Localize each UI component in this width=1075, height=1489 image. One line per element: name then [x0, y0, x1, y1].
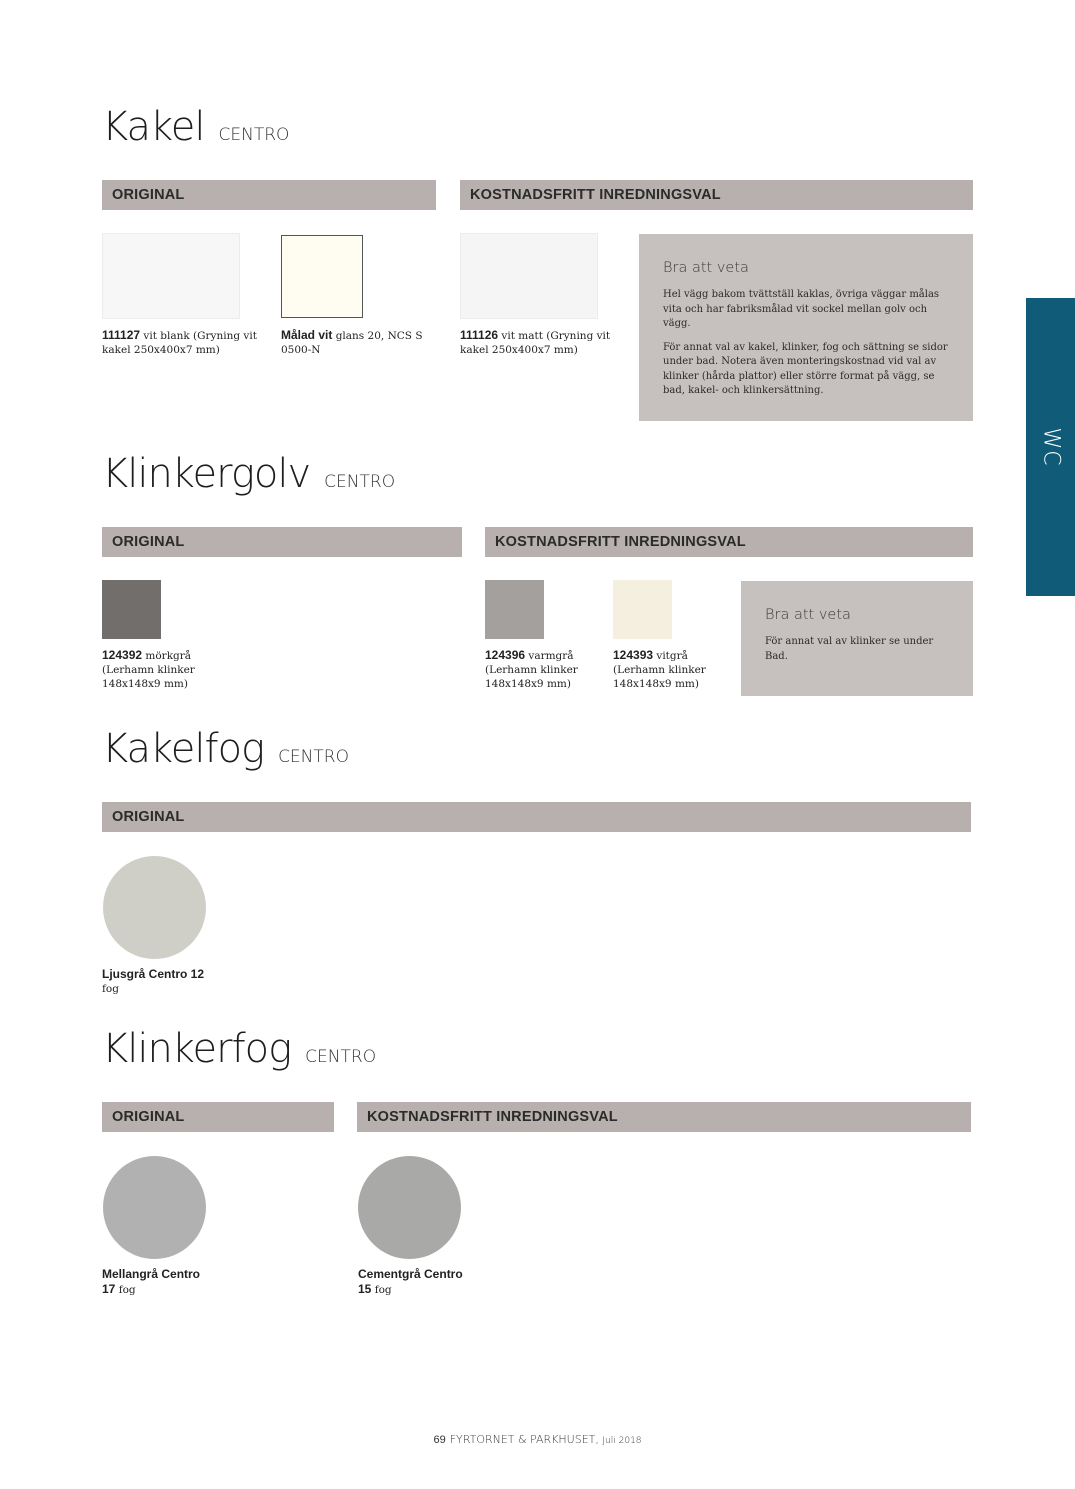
footer-date: Juli 2018: [602, 1436, 642, 1446]
info-title: Bra att veta: [663, 260, 749, 276]
side-tab-wc: [1026, 298, 1075, 596]
klinker-caption: 124392 mörkgrå (Lerhamn klinker 148x148x9 mm): [102, 648, 195, 690]
section-subtitle: CENTRO: [218, 125, 290, 145]
tile-swatch: [460, 233, 598, 319]
info-text: För annat val av klinker se under Bad.: [765, 636, 934, 662]
paint-swatch: [281, 235, 363, 318]
klinker-swatch: [102, 580, 161, 639]
tile-swatch: [102, 233, 240, 319]
choice-bar: KOSTNADSFRITT INREDNINGSVAL: [357, 1102, 971, 1132]
klinker-swatch: [485, 580, 544, 639]
section-title-kakelfog: Kakelfog CENTRO: [102, 726, 349, 772]
info-title: Bra att veta: [765, 607, 851, 623]
page-footer: [0, 1433, 1075, 1446]
section-subtitle: CENTRO: [305, 1047, 377, 1067]
grout-swatch: [103, 856, 206, 959]
grout-caption: Mellangrå Centro 17 fog: [102, 1267, 201, 1296]
info-box: [639, 234, 973, 421]
info-text: För annat val av kakel, klinker, fog och sättning se sidor under bad. Notera även monteringskostnad vid val av klinker (hårda plattor) eller större format på vägg, se bad, kakel- och klinkersättning.: [663, 341, 948, 396]
section-title-kakel: Kakel CENTRO: [102, 104, 290, 150]
tile-caption: 111127 vit blank (Gryning vit kakel 250x400x7 mm): [102, 328, 257, 356]
choice-bar: KOSTNADSFRITT INREDNINGSVAL: [485, 527, 973, 557]
grout-caption: Ljusgrå Centro 12 fog: [102, 967, 205, 995]
original-bar: ORIGINAL: [102, 802, 971, 832]
footer-text: FYRTORNET & PARKHUSET,: [449, 1433, 599, 1446]
klinker-swatch: [613, 580, 672, 639]
section-subtitle: CENTRO: [324, 472, 396, 492]
original-bar: ORIGINAL: [102, 527, 462, 557]
section-title-klinkerfog: Klinkerfog CENTRO: [102, 1026, 377, 1072]
grout-swatch: [358, 1156, 461, 1259]
original-bar: ORIGINAL: [102, 180, 436, 210]
klinker-caption: 124393 vitgrå (Lerhamn klinker 148x148x9 mm): [613, 648, 706, 690]
klinker-caption: 124396 varmgrå (Lerhamn klinker 148x148x9 mm): [485, 648, 578, 690]
info-text: Hel vägg bakom tvättställ kaklas, övriga väggar målas vita och har fabriksmålad vit sockel mellan golv och vägg.: [663, 289, 940, 329]
tile-caption: 111126 vit matt (Gryning vit kakel 250x400x7 mm): [460, 328, 611, 356]
section-subtitle: CENTRO: [278, 747, 349, 767]
page-number: 69: [433, 1434, 446, 1446]
grout-swatch: [103, 1156, 206, 1259]
original-bar: ORIGINAL: [102, 1102, 334, 1132]
info-box: [741, 581, 973, 696]
side-tab-label: WC: [1038, 427, 1063, 467]
section-title-klinkergolv: Klinkergolv CENTRO: [102, 451, 396, 497]
grout-caption: Cementgrå Centro 15 fog: [358, 1267, 463, 1296]
choice-bar: KOSTNADSFRITT INREDNINGSVAL: [460, 180, 973, 210]
paint-caption: Målad vit glans 20, NCS S 0500-N: [281, 328, 423, 356]
